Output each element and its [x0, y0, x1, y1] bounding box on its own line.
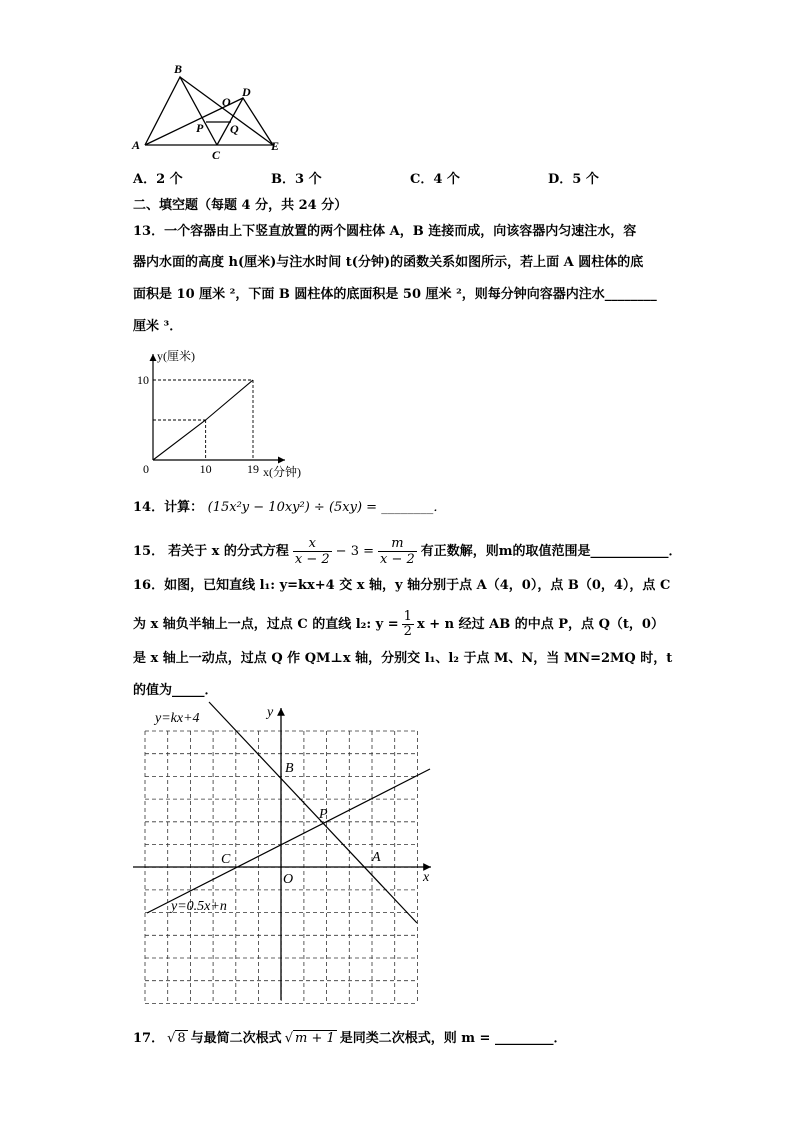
q16-origin-label: O	[283, 872, 294, 887]
q16-line2-label: y=0.5x+n	[171, 899, 227, 914]
q14-line: 14．计算： (15x²y − 10xy²) ÷ (5xy) = ________．	[133, 500, 447, 515]
q13-x-tick-19: 19	[247, 462, 259, 476]
q12-option-b: B．3 个	[271, 172, 322, 187]
q16-point-A: A	[372, 850, 381, 865]
q13-origin-label: 0	[143, 462, 149, 476]
label-O: O	[222, 95, 231, 109]
q16-line1-label: y=kx+4	[155, 711, 200, 726]
label-P: P	[196, 121, 204, 135]
label-D: D	[242, 85, 251, 99]
q13-line4: 厘米 ³．	[133, 319, 183, 334]
q16-line4: 的值为_____．	[133, 683, 218, 698]
q12-option-a: A．2 个	[133, 172, 183, 187]
q13-x-tick-10: 10	[199, 462, 212, 476]
q14-number: 14．	[133, 500, 165, 515]
line-be	[180, 77, 273, 145]
triangle-abc	[145, 77, 217, 145]
q12-option-c: C．4 个	[410, 172, 460, 187]
q17-sqrt-m-plus-1: √ m + 1	[284, 1031, 335, 1046]
q13-line3: 面积是 10 厘米 ²，下面 B 圆柱体的底面积是 50 厘米 ²，则每分钟向容器内注水________	[133, 287, 657, 302]
q16-line2: 为 x 轴负半轴上一点，过点 C 的直线 l₂: y = $\frac{1}{2}$ x + n 经过 AB 的中点 P，点 Q（t，0）	[133, 609, 664, 639]
q16-axis-y-label: y	[267, 705, 274, 720]
q13-y-label: y(厘米)	[157, 349, 195, 363]
q16-point-B: B	[285, 761, 294, 776]
q13-number: 13．	[133, 224, 165, 239]
q16-point-P: P	[319, 807, 328, 822]
section-header: 二、填空题（每题 4 分，共 24 分）	[133, 198, 348, 213]
q16-line3: 是 x 轴上一动点，过点 Q 作 QM⊥x 轴，分别交 l₁、l₂ 于点 M、N，当 MN=2MQ 时，t	[133, 651, 673, 666]
q13-chart	[125, 342, 325, 482]
q15-line: 15． 若关于 x 的分式方程 x x − 2 − 3 = $\frac{m}{x - 2}$ 有正数解，则m的取值范围是____________．	[133, 536, 682, 567]
q16-figure	[125, 700, 445, 1010]
q13-line1: 13．一个容器由上下竖直放置的两个圆柱体 A，B 连接而成，向该容器内匀速注水，容	[133, 224, 637, 239]
triangle-figure	[130, 60, 290, 160]
q13-x-label: x(分钟)	[263, 465, 301, 479]
label-E: E	[271, 139, 280, 153]
label-A: A	[132, 138, 141, 152]
q16-fraction: $\frac{1}{2}$	[403, 609, 412, 639]
q15-fraction-1: x x − 2	[294, 536, 330, 567]
q15-fraction-2: $\frac{m}{x - 2}$	[380, 536, 415, 567]
q14-expression: (15x²y − 10xy²) ÷ (5xy) = ________．	[207, 500, 447, 515]
q17-sqrt-8: √ 8	[167, 1031, 186, 1046]
q17-line: 17． √ 8 与最简二次根式 √ m + 1 是同类二次根式，则 m = _________．	[133, 1031, 567, 1046]
label-B: B	[174, 62, 183, 76]
label-C: C	[212, 148, 221, 160]
q13-line2: 器内水面的高度 h(厘米)与注水时间 t(分钟)的函数关系如图所示，若上面 A 圆柱体的底	[133, 255, 644, 270]
q13-y-tick-10: 10	[137, 373, 149, 387]
q16-number: 16．	[133, 578, 165, 593]
q16-point-C: C	[221, 852, 231, 867]
q12-option-d: D．5 个	[548, 172, 599, 187]
q17-number: 17．	[133, 1031, 165, 1046]
q16-axis-x-label: x	[423, 870, 430, 885]
q16-line1: 16．如图，已知直线 l₁: y=kx+4 交 x 轴，y 轴分别于点 A（4，0），点 B（0，4），点 C	[133, 578, 671, 593]
label-Q: Q	[230, 122, 239, 136]
q15-number: 15．	[133, 543, 165, 559]
